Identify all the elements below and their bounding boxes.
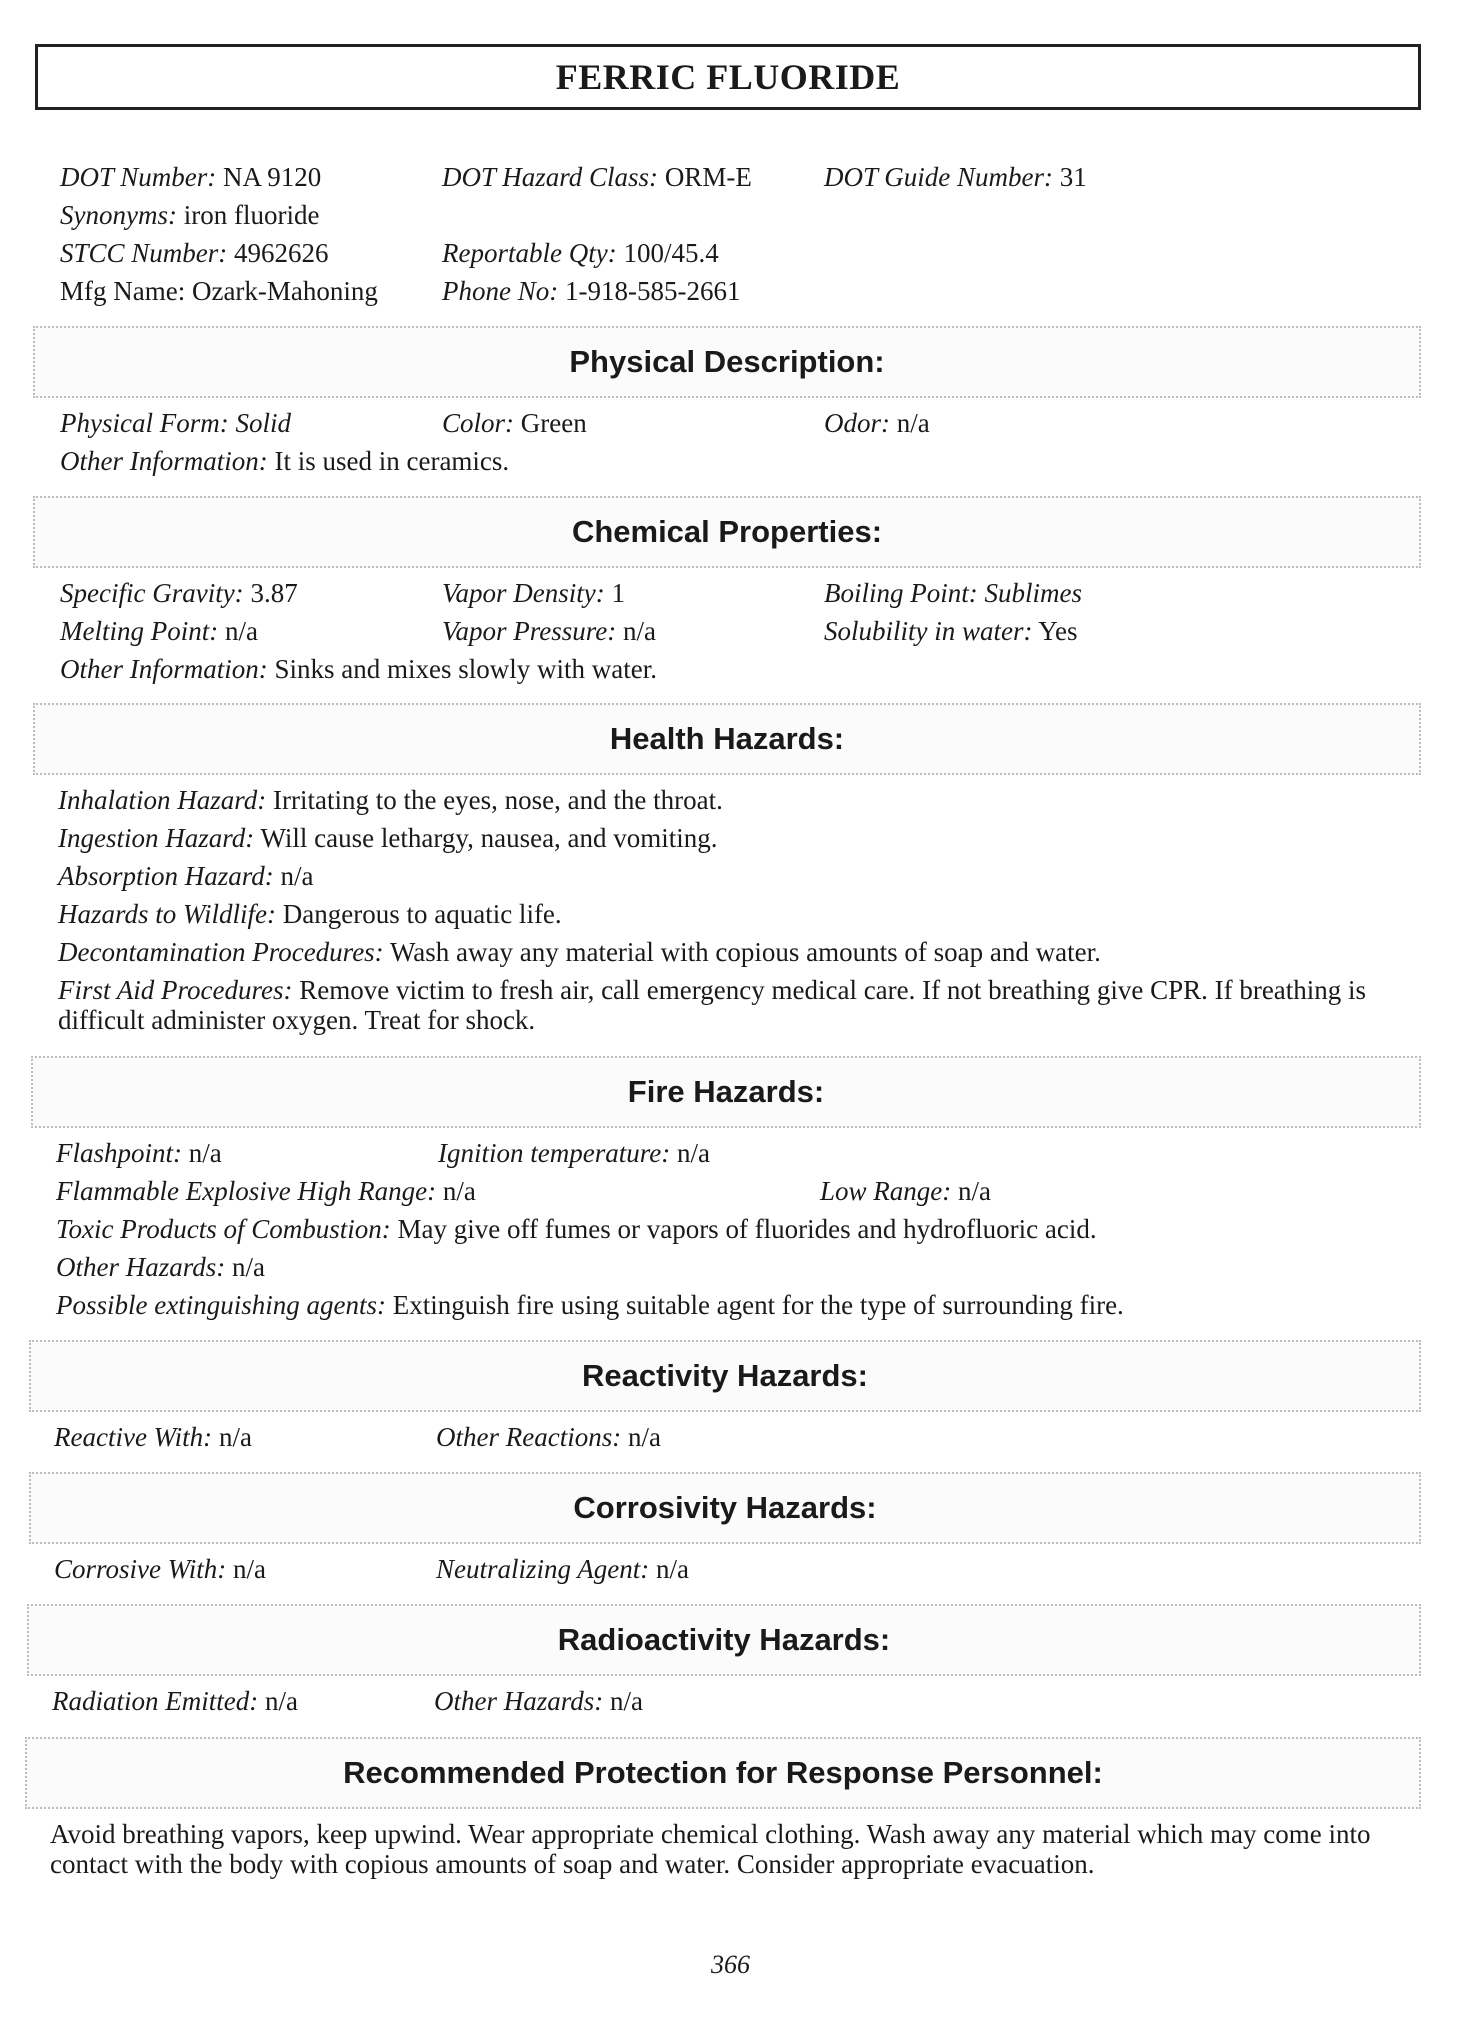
field-value: Irritating to the eyes, nose, and the throat. xyxy=(273,785,723,815)
field-label: DOT Number: xyxy=(60,162,217,192)
field-value: Will cause lethargy, nausea, and vomiting. xyxy=(260,823,718,853)
reactivity-hazards-heading: Reactivity Hazards: xyxy=(29,1340,1421,1412)
field-value: n/a xyxy=(610,1686,644,1716)
field-value: Wash away any material with copious amounts of soap and water. xyxy=(389,937,1101,967)
field-value: n/a xyxy=(627,1422,661,1452)
recommended-protection-heading: Recommended Protection for Response Personnel: xyxy=(25,1737,1421,1809)
field-value: 31 xyxy=(1059,162,1087,192)
field-label: Ignition temperature: xyxy=(438,1138,671,1168)
reportable-qty-field xyxy=(442,237,719,269)
field-value: n/a xyxy=(233,1554,266,1584)
corrosive-with-field xyxy=(54,1553,266,1585)
radioactivity-hazards-heading: Radioactivity Hazards: xyxy=(27,1604,1421,1676)
page-number: 366 xyxy=(711,1950,750,1979)
physical-form-field xyxy=(60,407,291,439)
field-label: Other Information: xyxy=(60,654,268,684)
melting-point-field xyxy=(60,615,258,647)
field-label: First Aid Procedures: xyxy=(58,975,293,1005)
field-label: DOT Hazard Class: xyxy=(442,162,659,192)
corrosivity-hazards-heading: Corrosivity Hazards: xyxy=(29,1472,1421,1544)
field-label: Reactive With: xyxy=(54,1422,213,1452)
document-title: FERRIC FLUORIDE xyxy=(35,44,1421,110)
field-label: Ingestion Hazard: xyxy=(58,823,255,853)
field-label: Other Hazards: xyxy=(56,1252,226,1282)
field-value: Sinks and mixes slowly with water. xyxy=(274,654,657,684)
field-label: Possible extinguishing agents: xyxy=(56,1290,386,1320)
field-value: n/a xyxy=(218,1422,252,1452)
protection-text: Avoid breathing vapors, keep upwind. Wear appropriate chemical clothing. Wash away any material which may come into contact with the body with copious amounts of soap and water. Consider appropriate evacuation. xyxy=(50,1819,1371,1879)
field-value: n/a xyxy=(896,408,930,438)
field-label: STCC Number: xyxy=(60,238,228,268)
field-label: Odor: xyxy=(824,408,890,438)
field-label: Specific Gravity: xyxy=(60,578,244,608)
reactive-with-field xyxy=(54,1421,252,1453)
radiation-emitted-field xyxy=(52,1685,298,1717)
stcc-number-field xyxy=(60,237,329,269)
phone-no-field xyxy=(442,275,740,307)
field-value: n/a xyxy=(622,616,656,646)
field-value: iron fluoride xyxy=(183,200,320,230)
field-label: Low Range: xyxy=(820,1176,952,1206)
field-value: Yes xyxy=(1038,616,1078,646)
synonyms-field xyxy=(60,199,319,231)
other-reactions-field xyxy=(436,1421,661,1453)
field-value: May give off fumes or vapors of fluorides and hydrofluoric acid. xyxy=(397,1214,1097,1244)
field-label: Mfg Name: xyxy=(60,276,186,306)
dot-hazard-class-field xyxy=(442,161,752,193)
field-value: Dangerous to aquatic life. xyxy=(282,899,562,929)
field-label: Solubility in water: xyxy=(824,616,1033,646)
neutralizing-agent-field xyxy=(436,1553,689,1585)
field-label: Flammable Explosive High Range: xyxy=(56,1176,437,1206)
field-label: Synonyms: xyxy=(60,200,177,230)
flammable-high-range-field xyxy=(56,1175,476,1207)
field-label: Physical Form: xyxy=(60,408,229,438)
field-label: Vapor Density: xyxy=(442,578,605,608)
chemical-other-info-field xyxy=(60,653,657,685)
field-value: Remove victim to fresh air, call emergency medical care. If not breathing give CPR. If breathing is difficult administer oxygen. Treat for shock. xyxy=(58,975,1367,1035)
dot-guide-number-field xyxy=(824,161,1087,193)
field-label: Absorption Hazard: xyxy=(58,861,274,891)
radioactivity-other-hazards-field xyxy=(434,1685,643,1717)
physical-description-heading: Physical Description: xyxy=(33,326,1421,398)
field-value: Ozark-Mahoning xyxy=(191,276,378,306)
field-value: 1 xyxy=(611,578,625,608)
field-label: Melting Point: xyxy=(60,616,219,646)
field-label: Corrosive With: xyxy=(54,1554,227,1584)
physical-other-info-field xyxy=(60,445,509,477)
extinguishing-agents-field xyxy=(56,1289,1124,1321)
field-value: Green xyxy=(520,408,587,438)
field-label: Flashpoint: xyxy=(56,1138,182,1168)
field-value: n/a xyxy=(280,861,314,891)
field-value: NA 9120 xyxy=(223,162,322,192)
flashpoint-field xyxy=(56,1137,222,1169)
field-value: n/a xyxy=(188,1138,222,1168)
field-value: n/a xyxy=(224,616,258,646)
boiling-point-field xyxy=(824,577,1082,609)
field-label: Vapor Pressure: xyxy=(442,616,617,646)
field-label: Radiation Emitted: xyxy=(52,1686,259,1716)
low-range-field xyxy=(820,1175,991,1207)
mfg-name-field xyxy=(60,275,378,307)
specific-gravity-field xyxy=(60,577,298,609)
vapor-density-field xyxy=(442,577,625,609)
field-value: Sublimes xyxy=(984,578,1082,608)
field-label: Inhalation Hazard: xyxy=(58,785,267,815)
chemical-properties-heading: Chemical Properties: xyxy=(33,496,1421,568)
field-value: 4962626 xyxy=(234,238,329,268)
field-label: Reportable Qty: xyxy=(442,238,617,268)
field-value: n/a xyxy=(232,1252,266,1282)
field-label: Hazards to Wildlife: xyxy=(58,899,277,929)
field-label: Phone No: xyxy=(442,276,559,306)
solubility-field xyxy=(824,615,1078,647)
field-value: n/a xyxy=(656,1554,689,1584)
field-value: n/a xyxy=(264,1686,298,1716)
color-field xyxy=(442,407,587,439)
toxic-products-field xyxy=(56,1213,1097,1245)
field-label: Other Hazards: xyxy=(434,1686,604,1716)
decontamination-field xyxy=(58,936,1101,968)
field-label: Boiling Point: xyxy=(824,578,978,608)
field-label: Toxic Products of Combustion: xyxy=(56,1214,391,1244)
field-value: 1-918-585-2661 xyxy=(564,276,741,306)
field-value: 3.87 xyxy=(250,578,298,608)
field-value: Extinguish fire using suitable agent for the type of surrounding fire. xyxy=(392,1290,1124,1320)
field-value: ORM-E xyxy=(664,162,752,192)
field-label: Neutralizing Agent: xyxy=(436,1554,650,1584)
field-label: Other Information: xyxy=(60,446,268,476)
field-label: Color: xyxy=(442,408,515,438)
ignition-temperature-field xyxy=(438,1137,710,1169)
field-value: n/a xyxy=(958,1176,991,1206)
fire-hazards-heading: Fire Hazards: xyxy=(31,1056,1421,1128)
inhalation-hazard-field xyxy=(58,784,723,816)
field-value: 100/45.4 xyxy=(623,238,719,268)
absorption-hazard-field xyxy=(58,860,314,892)
field-label: Other Reactions: xyxy=(436,1422,622,1452)
vapor-pressure-field xyxy=(442,615,656,647)
dot-number-field xyxy=(60,161,321,193)
ingestion-hazard-field xyxy=(58,822,718,854)
field-value: It is used in ceramics. xyxy=(274,446,510,476)
field-value: n/a xyxy=(442,1176,476,1206)
field-label: Decontamination Procedures: xyxy=(58,937,384,967)
field-value: n/a xyxy=(676,1138,710,1168)
odor-field xyxy=(824,407,930,439)
first-aid-field xyxy=(58,975,1408,1035)
field-label: DOT Guide Number: xyxy=(824,162,1053,192)
health-hazards-heading: Health Hazards: xyxy=(33,703,1421,775)
wildlife-hazard-field xyxy=(58,898,562,930)
other-hazards-field xyxy=(56,1251,265,1283)
field-value: Solid xyxy=(235,408,291,438)
